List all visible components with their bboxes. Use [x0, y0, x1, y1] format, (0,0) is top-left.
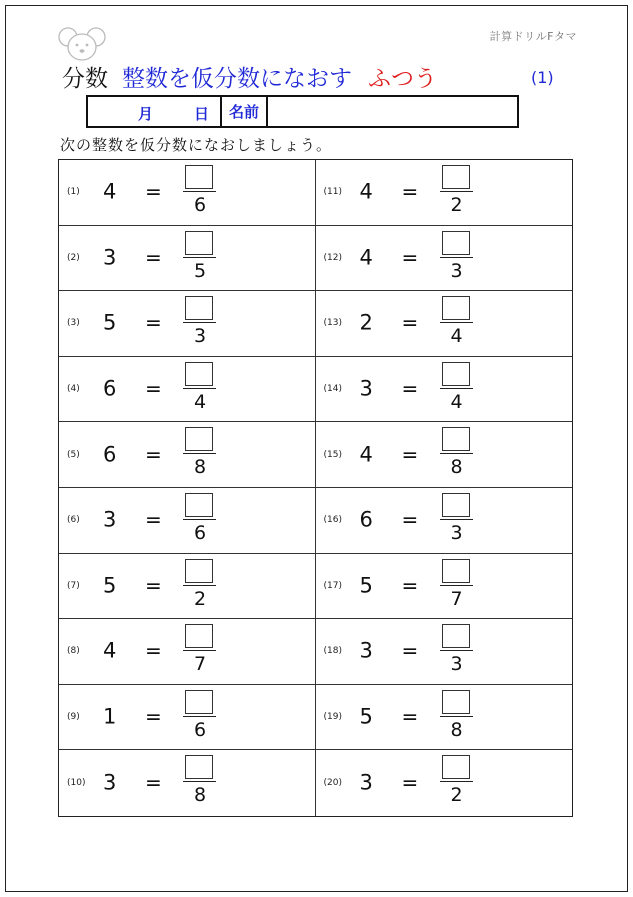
whole-number: 3 [359, 376, 373, 401]
denominator: 7 [193, 653, 207, 676]
equals-sign: = [145, 573, 162, 598]
problem-number: (19) [323, 712, 342, 723]
fraction-bar [183, 322, 216, 323]
equals-sign: = [145, 704, 162, 729]
equals-sign: = [145, 639, 162, 664]
denominator: 2 [450, 194, 463, 216]
whole-number: 1 [103, 704, 117, 729]
problem-cell [316, 226, 573, 292]
whole-number: 5 [359, 704, 373, 729]
fraction [183, 422, 217, 487]
denominator: 8 [193, 784, 207, 807]
equals-sign: = [401, 573, 419, 598]
denominator: 4 [193, 390, 207, 413]
problem-cell [59, 160, 316, 226]
numerator-answer-box[interactable] [185, 493, 213, 517]
fraction-bar [440, 257, 473, 258]
problem-number: (5) [67, 449, 80, 460]
date-field[interactable] [88, 97, 222, 126]
fraction-bar [440, 191, 473, 192]
equals-sign: = [401, 311, 419, 336]
denominator: 3 [450, 259, 463, 282]
fraction [440, 291, 474, 356]
fraction [183, 160, 217, 225]
fraction [440, 685, 474, 750]
numerator-answer-box[interactable] [442, 624, 470, 648]
equals-sign: = [145, 442, 162, 467]
problem-number: (3) [67, 318, 80, 329]
whole-number: 3 [359, 639, 373, 664]
whole-number: 4 [103, 179, 117, 204]
problem-number: (18) [323, 646, 342, 657]
numerator-answer-box[interactable] [185, 755, 213, 779]
title-category: 分数 [62, 66, 108, 92]
problem-cell [316, 291, 573, 357]
problem-cell [59, 422, 316, 488]
numerator-answer-box[interactable] [442, 165, 470, 189]
problem-cell [316, 750, 573, 816]
numerator-answer-box[interactable] [442, 427, 470, 451]
fraction [183, 750, 217, 816]
whole-number: 3 [103, 507, 117, 532]
fraction-bar [183, 257, 216, 258]
fraction [440, 226, 474, 291]
problem-cell [59, 488, 316, 554]
numerator-answer-box[interactable] [442, 493, 470, 517]
fraction-bar [440, 322, 473, 323]
fraction [183, 357, 217, 422]
equals-sign: = [401, 639, 419, 664]
denominator: 3 [193, 325, 207, 348]
name-date-box [86, 95, 519, 128]
problem-number: (14) [323, 384, 342, 395]
equals-sign: = [145, 507, 162, 532]
fraction [440, 357, 474, 422]
fraction [440, 160, 474, 225]
title-topic: 整数を仮分数になおす [122, 66, 352, 92]
problem-cell [316, 488, 573, 554]
whole-number: 6 [359, 507, 373, 532]
problem-cell [316, 160, 573, 226]
sheet-number: (1) [531, 68, 554, 87]
problem-number: (11) [323, 187, 342, 198]
whole-number: 6 [103, 442, 117, 467]
denominator: 4 [450, 390, 463, 413]
problem-number: (2) [67, 252, 80, 263]
fraction [183, 554, 217, 619]
fraction-bar [440, 453, 473, 454]
problem-cell [316, 685, 573, 751]
whole-number: 4 [103, 639, 117, 664]
problem-number: (17) [323, 580, 342, 591]
problem-number: (7) [67, 580, 80, 591]
numerator-answer-box[interactable] [442, 296, 470, 320]
whole-number: 4 [359, 442, 373, 467]
equals-sign: = [401, 245, 419, 270]
equals-sign: = [145, 770, 162, 795]
whole-number: 5 [103, 573, 117, 598]
equals-sign: = [145, 376, 162, 401]
problem-number: (16) [323, 515, 342, 526]
numerator-answer-box[interactable] [185, 427, 213, 451]
numerator-answer-box[interactable] [442, 755, 470, 779]
title-difficulty: ふつう [368, 66, 437, 92]
mouse-face-icon [57, 26, 107, 62]
fraction-bar [440, 716, 473, 717]
denominator: 6 [193, 521, 207, 544]
fraction-bar [183, 781, 216, 782]
whole-number: 2 [359, 311, 373, 336]
fraction [183, 488, 217, 553]
denominator: 3 [450, 521, 463, 544]
denominator: 3 [450, 653, 463, 676]
fraction [183, 226, 217, 291]
fraction-bar [183, 191, 216, 192]
numerator-answer-box[interactable] [442, 362, 470, 386]
name-label: 名前 [222, 97, 268, 126]
problem-number: (20) [323, 778, 342, 789]
equals-sign: = [145, 245, 162, 270]
problem-cell [59, 291, 316, 357]
denominator: 7 [450, 587, 463, 610]
fraction-bar [440, 781, 473, 782]
fraction-bar [183, 453, 216, 454]
whole-number: 4 [359, 179, 373, 204]
numerator-answer-box[interactable] [185, 231, 213, 255]
worksheet-title [62, 60, 437, 96]
numerator-answer-box[interactable] [442, 231, 470, 255]
fraction-bar [183, 388, 216, 389]
fraction [440, 554, 474, 619]
numerator-answer-box[interactable] [442, 690, 470, 714]
numerator-answer-box[interactable] [185, 559, 213, 583]
problem-number: (12) [323, 252, 342, 263]
problem-number: (4) [67, 384, 80, 395]
problem-cell [59, 750, 316, 816]
fraction-bar [183, 716, 216, 717]
numerator-answer-box[interactable] [185, 296, 213, 320]
fraction [440, 422, 474, 487]
fraction-bar [183, 650, 216, 651]
fraction [440, 488, 474, 553]
problem-number: (8) [67, 646, 80, 657]
fraction-bar [440, 519, 473, 520]
problem-number: (1) [67, 187, 80, 198]
whole-number: 5 [103, 311, 117, 336]
denominator: 2 [193, 587, 207, 610]
problem-cell [59, 685, 316, 751]
fraction-bar [440, 650, 473, 651]
equals-sign: = [401, 704, 419, 729]
fraction [440, 750, 474, 816]
month-label: 月 [138, 105, 154, 123]
equals-sign: = [401, 507, 419, 532]
whole-number: 5 [359, 573, 373, 598]
equals-sign: = [401, 442, 419, 467]
numerator-answer-box[interactable] [442, 559, 470, 583]
problem-cell [59, 357, 316, 423]
denominator: 8 [193, 456, 207, 479]
problem-cell [316, 357, 573, 423]
denominator: 2 [450, 784, 463, 807]
whole-number: 6 [103, 376, 117, 401]
fraction-bar [183, 585, 216, 586]
equals-sign: = [401, 770, 419, 795]
whole-number: 4 [359, 245, 373, 270]
problem-cell [316, 422, 573, 488]
equals-sign: = [145, 179, 162, 204]
numerator-answer-box[interactable] [185, 362, 213, 386]
fraction [183, 291, 217, 356]
problem-number: (13) [323, 318, 342, 329]
instruction-text: 次の整数を仮分数になおしましょう。 [60, 136, 333, 154]
problem-number: (10) [67, 778, 86, 789]
problem-cell [59, 619, 316, 685]
fraction-bar [440, 585, 473, 586]
denominator: 5 [193, 259, 207, 282]
problem-number: (9) [67, 712, 80, 723]
problem-cell [59, 554, 316, 620]
day-label: 日 [194, 105, 210, 123]
equals-sign: = [401, 179, 419, 204]
denominator: 8 [450, 718, 463, 741]
whole-number: 3 [103, 245, 117, 270]
fraction-bar [440, 388, 473, 389]
problem-cell [316, 554, 573, 620]
fraction [440, 619, 474, 684]
fraction [183, 685, 217, 750]
problem-cell [59, 226, 316, 292]
fraction [183, 619, 217, 684]
problem-number: (6) [67, 515, 80, 526]
problem-number: (15) [323, 449, 342, 460]
problem-grid [58, 159, 573, 817]
whole-number: 3 [359, 770, 373, 795]
problem-cell [316, 619, 573, 685]
denominator: 6 [193, 194, 207, 216]
whole-number: 3 [103, 770, 117, 795]
name-field[interactable] [268, 97, 517, 126]
brand-label: 計算ドリルFタマ [489, 30, 577, 43]
numerator-answer-box[interactable] [185, 624, 213, 648]
numerator-answer-box[interactable] [185, 165, 213, 189]
denominator: 6 [193, 718, 207, 741]
denominator: 4 [450, 325, 463, 348]
fraction-bar [183, 519, 216, 520]
equals-sign: = [145, 311, 162, 336]
numerator-answer-box[interactable] [185, 690, 213, 714]
equals-sign: = [401, 376, 419, 401]
denominator: 8 [450, 456, 463, 479]
